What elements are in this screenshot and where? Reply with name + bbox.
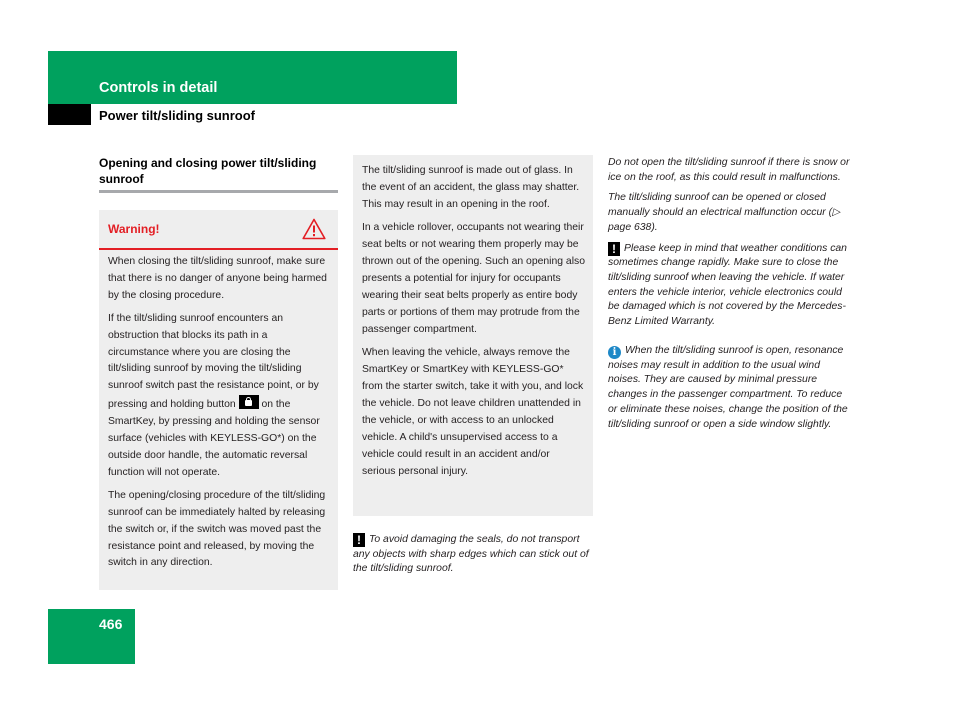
warning-text-part: If the tilt/sliding sunroof encounters an obstruction that blocks its path in a circumstance where you are closing the tilt/sliding sunroof by moving the tilt/sliding sunroof switch past the resistance point, or by pressing and holding button: [108, 312, 319, 411]
glass-warning-text: [362, 162, 586, 486]
exclamation-icon: !: [353, 533, 365, 547]
subsection-title: Power tilt/sliding sunroof: [99, 108, 255, 123]
warning-paragraph: The opening/closing procedure of the tilt/sliding sunroof can be immediately halted by releasing the switch or, if the switch was moved past the resistance point and released, by moving the switch in any direction.: [108, 489, 326, 569]
right-column: [608, 156, 850, 438]
info-text: When the tilt/sliding sunroof is open, resonance noises may result in addition to the usual wind noises. They are caused by minimal pressure changes in the passenger compartment. To reduce or eliminate these noises, change the position of the tilt/sliding sunroof or open a side window slightly.: [608, 344, 848, 430]
warning-triangle-icon: [302, 218, 326, 240]
heading-rule: [99, 190, 338, 193]
warning-paragraph: When closing the tilt/sliding sunroof, make sure that there is no danger of anyone being harmed by the closing procedure.: [108, 256, 327, 301]
noise-info-note: [608, 344, 850, 433]
note-text: Please keep in mind that weather conditions can sometimes change rapidly. Make sure to close the tilt/sliding sunroof when leaving the vehicle. If water enters the vehicle interior, vehicle electronics could be damaged which is not covered by the Mercedes-Benz Limited Warranty.: [608, 242, 847, 328]
exclamation-icon: !: [608, 242, 620, 256]
note-text: To avoid damaging the seals, do not transport any objects with sharp edges which can stick out of the tilt/sliding sunroof.: [353, 534, 589, 575]
body-paragraph: In a vehicle rollover, occupants not wearing their seat belts or not wearing them properly may be thrown out of the opening. Such an opening also presents a potential for injury for occupants wearing their seat belts properly as entire body parts or portions of them may protrude from the passenger compartment.: [362, 222, 585, 335]
subsection-marker: [48, 104, 91, 125]
topic-heading: Opening and closing power tilt/sliding sunroof: [99, 156, 317, 186]
weather-note: [608, 242, 850, 330]
warning-paragraph: [108, 311, 330, 482]
section-title: Controls in detail: [99, 80, 218, 96]
page-number: 466: [99, 616, 123, 632]
body-paragraph: The tilt/sliding sunroof is made out of glass. In the event of an accident, the glass may shatter. This may result in an opening in the roof.: [362, 165, 580, 210]
warning-text-part: on the SmartKey, by pressing and holding the sensor surface (vehicles with KEYLESS-GO*) on the outside door handle, the automatic reversal function will not operate.: [108, 399, 320, 478]
seal-note: [353, 533, 593, 577]
warning-text: [108, 254, 330, 578]
body-paragraph: When leaving the vehicle, always remove the SmartKey or SmartKey with KEYLESS-GO* from the starter switch, take it with you, and lock the vehicle. Do not leave children unattended in the vehicle, or with access to an unlocked vehicle. A child's unsupervised access to a vehicle could result in an accident and/or serious personal injury.: [362, 347, 584, 477]
body-paragraph: Do not open the tilt/sliding sunroof if there is snow or ice on the roof, as this could result in malfunctions.: [608, 157, 850, 183]
warning-label: Warning!: [108, 222, 160, 236]
header-band: [48, 51, 457, 104]
body-paragraph: The tilt/sliding sunroof can be opened or closed manually should an electrical malfunction occur (▷ page 638).: [608, 192, 841, 233]
info-icon: i: [608, 346, 621, 359]
lock-button-icon: [239, 395, 259, 409]
